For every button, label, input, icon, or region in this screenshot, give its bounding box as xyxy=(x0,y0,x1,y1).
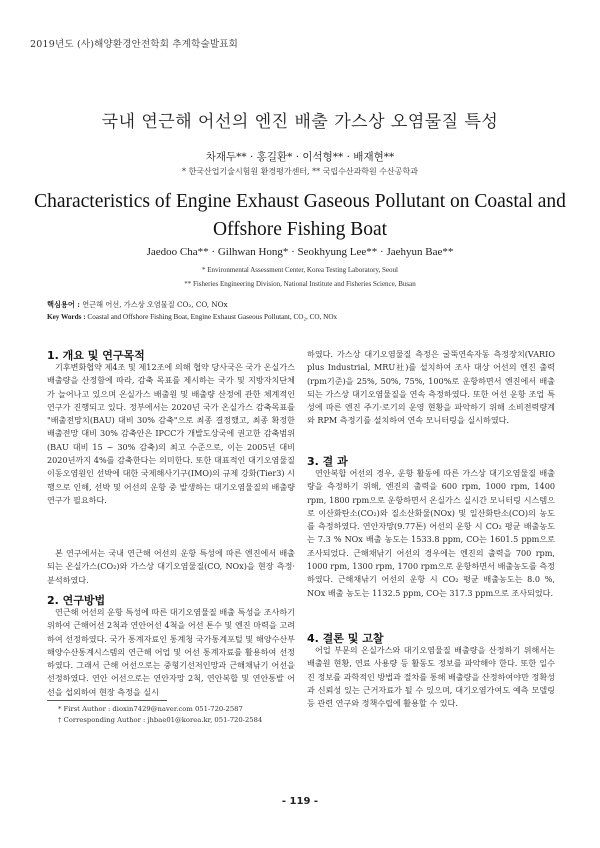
english-affiliation-1: * Environmental Assessment Center, Korea Testing Laboratory, Seoul xyxy=(202,266,398,274)
korean-authors: 차재두** · 홍길환* · 이석형** · 배재현** xyxy=(205,151,395,163)
section-2-paragraph-2: 하였다. 가스상 대기오염물질 측정은 굴뚝연속자동 측정장치(VARIO plus Industrial, MRU社)를 설치하여 조사 대상 어선의 엔진 출력(rpm기준)을 25%, 50%, 75%, 100%로 운항하면서 엔진에서 배출되는 가스상 대기오염물질을 연속 측정하였다. 또한 어선 운항 조업 특성에 따른 엔진 주기·로기의 운영 현황을 파악하기 위해 소비전력량계와 RPM 측정기를 설치하여 연속 모니터링을 실시하였다. xyxy=(307,349,555,426)
keywords-block xyxy=(47,298,567,324)
section-2-heading: 2. 연구방법 xyxy=(47,594,106,607)
section-3-heading: 3. 결 과 xyxy=(307,455,348,468)
footnote-rule xyxy=(47,700,167,701)
running-head: 2019년도 (사)해양환경안전학회 추계학술발표회 xyxy=(30,39,239,50)
section-1-heading: 1. 개요 및 연구목적 xyxy=(47,349,145,362)
section-4-heading: 4. 결론 및 고찰 xyxy=(307,632,384,645)
english-affiliation-2: ** Fisheries Engineering Division, National Institute and Fisheries Science, Busan xyxy=(184,280,416,288)
footnote-first-author: * First Author : dioxin7429@naver.com 051-720-2587 xyxy=(58,705,243,713)
korean-affiliation: * 한국산업기술시험원 환경평가센터, ** 국립수산과학원 수산공학과 xyxy=(182,167,418,176)
keywords-english xyxy=(47,311,567,324)
section-1-paragraph-2: 본 연구에서는 국내 연근해 어선의 운항 특성에 따른 엔진에서 배출되는 온실가스(CO₂)와 가스상 대기오염물질(CO, NOx)을 현장 측정·분석하였다. xyxy=(47,548,295,585)
keywords-korean xyxy=(47,298,567,311)
section-3-paragraph-1: 연안복합 어선의 경우, 운항 활동에 따른 가스상 대기오염물질 배출량을 측정하기 위해, 엔진의 출력을 600 rpm, 1000 rpm, 1400 rpm, 1800 rpm으로 운항하면서 온실가스 실시간 모니터링 시스템으로 이산화탄소(CO₂)와 질소산화물(NOx) 및 일산화탄소(CO)의 농도를 측정하였다. 연안자망(9.77톤) 어선의 운항 시 CO₂ 평균 배출농도는 7.3 % NOx 배출 농도는 1533.8 ppm, CO는 1601.5 ppm으로 조사되었다. 근해채낚기 어선의 경우에는 엔진의 출력을 700 rpm, 1000 rpm, 1300 rpm, 1700 rpm으로 운항하면서 배출농도를 측정하였다. 근해채낚기 어선의 운항 시 CO₂ 평균 배출농도는 8.0 %, NOx 배출 농도는 1132.5 ppm, CO는 317.3 ppm으로 조사되었다. xyxy=(307,468,555,598)
english-title: Characteristics of Engine Exhaust Gaseous Pollutant on Coastal and Offshore Fishing Boat xyxy=(34,191,566,240)
section-1-paragraph-1: 기후변화협약 제4조 및 제12조에 의해 협약 당사국은 국가 온실가스 배출량을 산정함에 따라, 감축 목표를 제시하는 국가 및 지방자치단체가 늘어나고 있으며 온실가스 배출원 및 배출량 산정에 관한 체계적인 연구가 진행되고 있다. 정부에서는 2020년 국가 온실가스 감축목표를 "배출전망치(BAU) 대비 30% 감축"으로 최종 결정했고, 최종 확정한 배출전망 대비 30% 감축안은 IPCC가 개발도상국에 권고한 감축범위(BAU 대비 15 ~ 30% 감축)의 최고 수준으로, 이는 2005년 대비 2020년까지 4%를 감축한다는 의미한다. 또한 대표적인 대기오염물질 이동오염원인 선박에 대한 국제해사기구(IMO)의 규제 강화(Tier3) 시행으로 인해, 선박 및 어선의 운항 중 발생하는 대기오염물질의 배출량 연구가 필요하다. xyxy=(47,362,295,505)
keywords-english-label: Key Words : xyxy=(47,313,86,321)
section-4-paragraph-1: 어업 부문의 온실가스와 대기오염물질 배출량을 산정하기 위해서는 배출원 현황, 연료 사용량 등 활동도 정보를 파악해야 한다. 또한 일수진 정보를 과학적인 방법과 절차를 통해 배출량을 산정하여야만 정확성과 신뢰성 있는 근거자료가 될 수 있으며, 대기오염가여도 예측 모델링 등 관련 연구와 정책수립에 활용할 수 있다. xyxy=(307,645,555,709)
korean-title: 국내 연근해 어선의 엔진 배출 가스상 오염물질 특성 xyxy=(101,112,499,132)
section-2-paragraph-1: 연근해 어선의 운항 특성에 따른 대기오염물질 배출 특성을 조사하기 위하여 근해어선 2척과 연안어선 4척을 어선 톤수 및 엔진 마력을 고려하여 선정하였다. 국가 통계자료인 통계청 국가통계포털 및 해양수산부 해양수산통계시스템의 연근해 어업 및 어선 통계자료를 활용하여 선정하였다. 그래서 근해 어선으로는 중형기선저인망과 근해채낚기 어선을 선정하였다. 연안 어선으로는 연안자망 2척, 연안복합 및 연안통발 어선을 섭외하여 현장 측정을 실시 xyxy=(47,607,295,697)
english-authors: Jaedoo Cha** · Gilhwan Hong* · Seokhyung Lee** · Jaehyun Bae** xyxy=(146,246,454,258)
keywords-english-text: Coastal and Offshore Fishing Boat, Engine Exhaust Gaseous Pollutant, CO₂, CO, NOx xyxy=(87,313,338,321)
keywords-korean-text: 연근해 어선, 가스상 오염물질 CO₂, CO, NOx xyxy=(82,300,228,309)
footnote-corresponding-author: † Corresponding Author : jhbae01@korea.kr, 051-720-2584 xyxy=(58,716,263,724)
keywords-korean-label: 핵심용어 : xyxy=(47,300,80,309)
page-number: - 119 - xyxy=(281,796,319,807)
